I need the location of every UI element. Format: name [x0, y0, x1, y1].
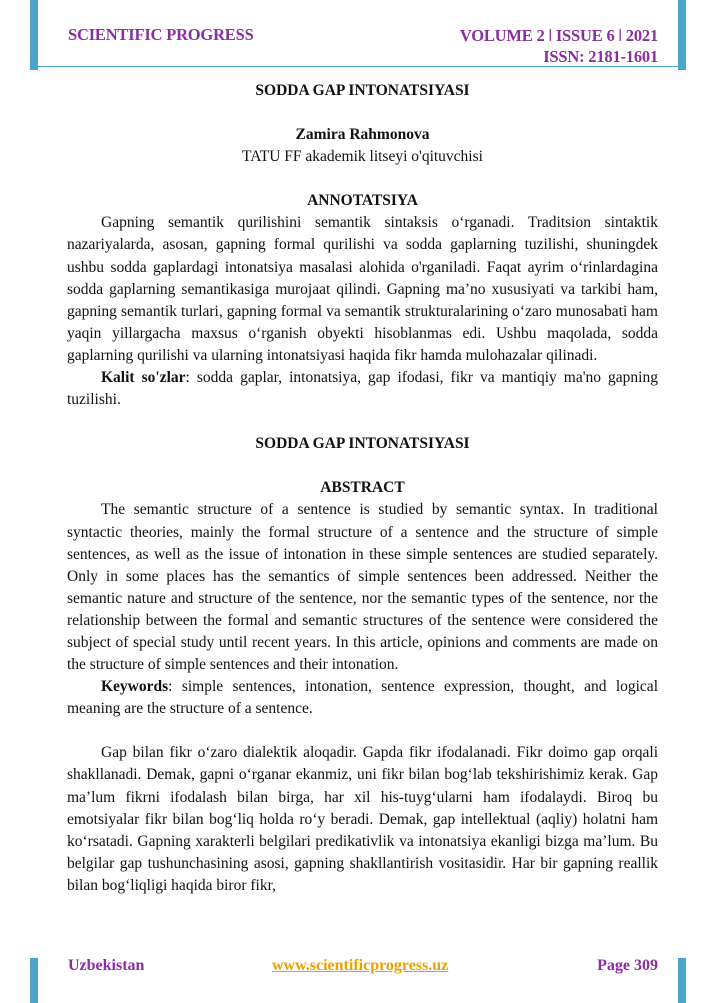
keywords-en-text: : simple sentences, intonation, sentence expression, thought, and logical meaning are the structure of a sentence.: [67, 678, 658, 718]
annotation-paragraph: Gapning semantik qurilishini semantik sintaksis o‘rganadi. Traditsion sintaktik nazariyalarda, asosan, gapning formal qurilishi va sodda gaplarning tuzilishi, shuningdek ushbu sodda gaplardagi intonatsiya masalasi alohida o'rganiladi. Faqat ayrim o‘rinlardagina sodda gaplarning semantikasiga murojaat qilindi. Gapning ma’no xususiyati va tarkibi ham, gapning semantik turlari, gapning formal va semantik strukturalarining o‘zaro munosabati ham yaqin yillargacha maxsus o‘rganish obyekti hisoblanmas edi. Ushbu maqolada, sodda gaplarning qurilishi va ularning intonatsiyasi haqida fikr hamda mulohazalar qilinadi.: [67, 214, 658, 364]
footer-website-link[interactable]: www.scientificprogress.uz: [272, 957, 449, 974]
header-right-accent-bar: [678, 0, 686, 70]
footer-page-number: Page 309: [597, 957, 658, 974]
abstract-paragraph: The semantic structure of a sentence is studied by semantic syntax. In traditional syntactic theories, mainly the formal structure of a sentence and the structure of simple sentences, as well as the issue of intonation in these simple sentences are studied separately. Only in some places has the semantics of simple sentences been addressed. Neither the semantic nature and structure of the sentence, nor the semantic types of the sentence, nor the relationship between the formal and semantic structures of the sentence were considered the subject of special study until recent years. In this article, opinions and comments are made on the structure of simple sentences and their intonation.: [67, 501, 658, 674]
body-paragraph: Gap bilan fikr o‘zaro dialektik aloqadir. Gapda fikr ifodalanadi. Fikr doimo gap orqali shakllanadi. Demak, gapni o‘rganar ekanmiz, uni fikr bilan bog‘lab tekshirishimiz kerak. Gap ma’lum fikrni ifodalash bilan birga, har xil his-tuyg‘ularni ham ifodalaydi. Biroq bu emotsiyalar fikr bilan bog‘liq holda ro‘y beradi. Demak, gap intellektual (aqliy) holatni ham ko‘rsatadi. Gapning xarakterli belgilari predikativlik va intonatsiya ekanligi bizga ma’lum. Bu belgilar gap tushunchasining asosi, gapning shakllantirish vositasidir. Har bir gapning reallik bilan bog‘liqligi haqida biror fikr,: [67, 744, 658, 894]
keywords-uz-text: : sodda gaplar, intonatsiya, gap ifodasi, fikr va mantiqiy ma'no gapning tuzilishi.: [67, 369, 658, 409]
annotation-heading: ANNOTATSIYA: [307, 192, 418, 210]
footer-right-accent-bar: [678, 958, 686, 1003]
article-title: SODDA GAP INTONATSIYASI: [255, 82, 470, 99]
keywords-uz: [67, 367, 658, 411]
keywords-uz-label: Kalit so'zlar: [101, 369, 186, 387]
journal-meta: [460, 25, 658, 67]
footer-left-accent-bar: [30, 958, 38, 1003]
article-title-repeat: SODDA GAP INTONATSIYASI: [255, 435, 470, 453]
article-body: [67, 80, 658, 897]
author-name: Zamira Rahmonova: [295, 126, 430, 144]
journal-name: SCIENTIFIC PROGRESS: [68, 25, 254, 44]
keywords-en-label: Keywords: [101, 678, 169, 696]
keywords-en: [67, 676, 658, 720]
footer-country: Uzbekistan: [68, 957, 145, 974]
abstract-heading: ABSTRACT: [320, 479, 405, 497]
issn: ISSN: 2181-1601: [543, 47, 658, 66]
header-left-accent-bar: [30, 0, 38, 70]
author-affiliation: TATU FF akademik litseyi o'qituvchisi: [242, 148, 483, 166]
volume-issue: VOLUME 2 ǀ ISSUE 6 ǀ 2021: [459, 26, 658, 45]
